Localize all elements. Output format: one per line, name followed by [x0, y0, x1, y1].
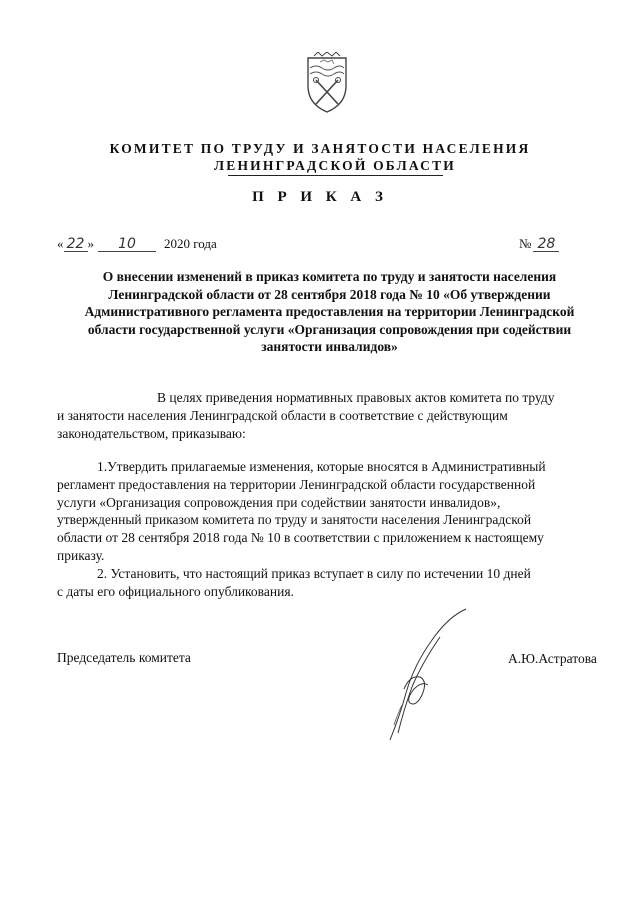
text-line: регламент предоставления на территории Ленинградской области государственной: [57, 476, 536, 492]
coat-of-arms-icon: [300, 52, 354, 114]
date-month: 10: [98, 237, 156, 252]
organization-line-2: ЛЕНИНГРАДСКОЙ ОБЛАСТИ: [214, 158, 456, 173]
text-line: утвержденный приказом комитета по труду и занятости населения Ленинградской: [57, 512, 532, 528]
signatory-title: Председатель комитета: [57, 650, 191, 665]
document-date: [57, 236, 217, 252]
text-line: 1.Утвердить прилагаемые изменения, которые вносятся в Административный: [97, 459, 546, 474]
document-heading: [57, 268, 602, 356]
header-divider: [228, 175, 443, 176]
text-line: области от 28 сентября 2018 года № 10 в соответствии с приложением к настоящему: [57, 530, 544, 546]
text-line: услуги «Организация сопровождения при содействии занятости инвалидов»,: [57, 494, 501, 510]
signatory-name: А.Ю.Астратова: [508, 651, 597, 666]
heading-line: занятости инвалидов»: [261, 339, 398, 354]
organization-line-1: КОМИТЕТ ПО ТРУДУ И ЗАНЯТОСТИ НАСЕЛЕНИЯ: [109, 141, 531, 156]
item-1-paragraph: [57, 458, 602, 565]
date-year: 2020 года: [164, 236, 217, 251]
number-value: 28: [533, 237, 559, 252]
number-label: №: [519, 236, 532, 251]
date-open-quote: «: [57, 236, 64, 251]
text-line: законодательством, приказываю:: [57, 425, 246, 441]
date-day: 22: [64, 237, 88, 252]
handwritten-signature: [370, 605, 480, 745]
document-number: [519, 236, 559, 252]
document-type-title: П Р И К А З: [252, 189, 388, 205]
heading-line: Ленинградской области от 28 сентября 2018 года № 10 «Об утверждении: [108, 286, 551, 302]
heading-line: Административного регламента предоставления на территории Ленинградской: [84, 304, 575, 319]
text-line: с даты его официального опубликования.: [57, 583, 294, 599]
text-line: В целях приведения нормативных правовых актов комитета по труду: [157, 390, 555, 405]
item-2-paragraph: [57, 565, 602, 601]
heading-line: области государственной услуги «Организация сопровождения при содействии: [87, 321, 572, 337]
date-close-quote: »: [87, 236, 94, 251]
organization-name: [0, 140, 640, 174]
intro-paragraph: [57, 389, 602, 442]
heading-line: О внесении изменений в приказ комитета по труду и занятости населения: [102, 269, 557, 284]
text-line: и занятости населения Ленинградской области в соответствие с действующим: [57, 407, 508, 423]
text-line: 2. Установить, что настоящий приказ вступает в силу по истечении 10 дней: [97, 566, 531, 581]
text-line: приказу.: [57, 547, 105, 563]
